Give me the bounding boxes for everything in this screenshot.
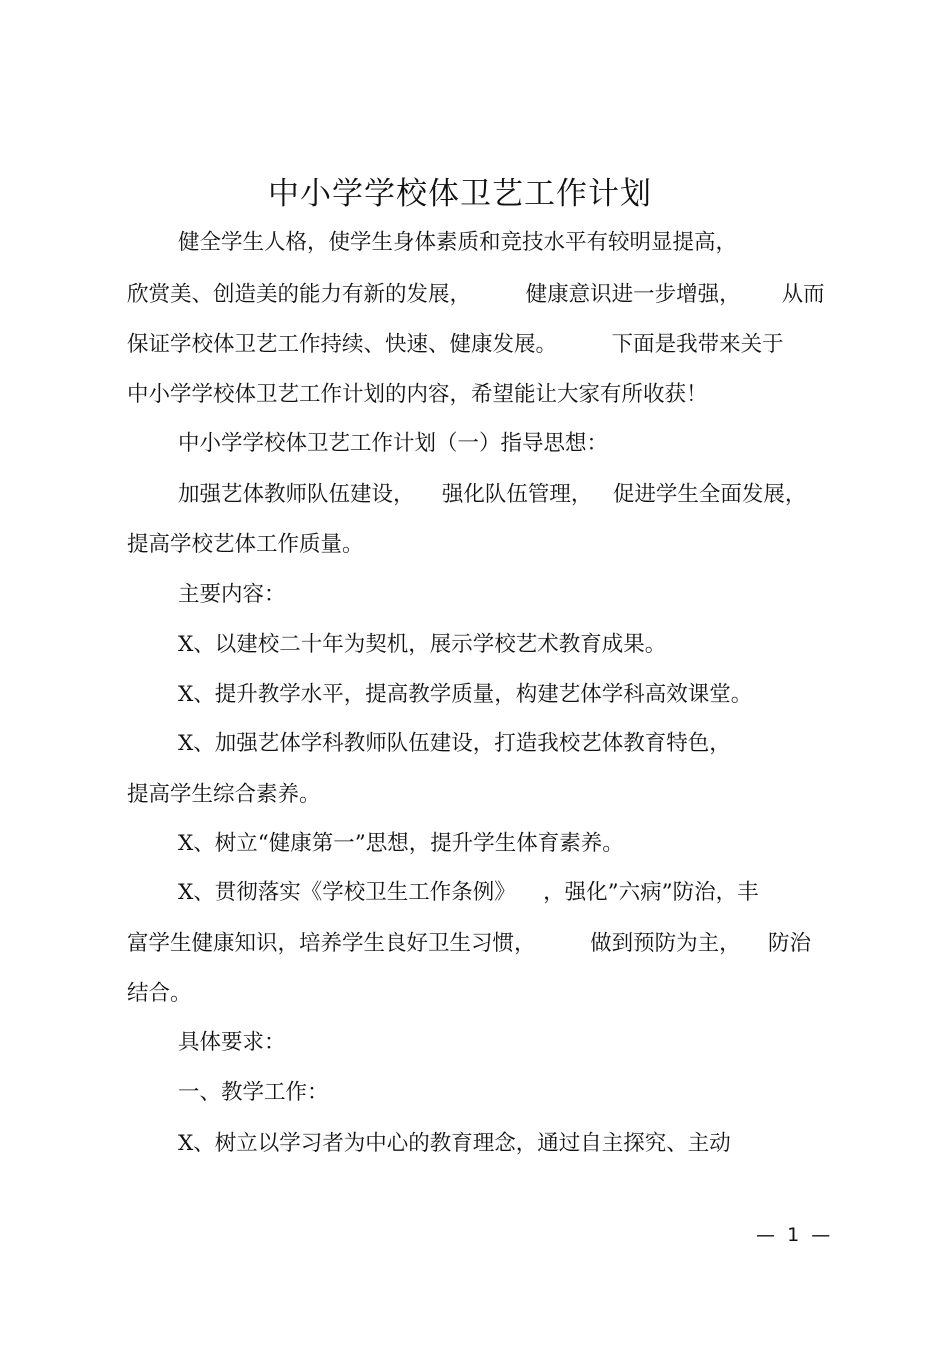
page-number: — 1 — [756, 1224, 831, 1246]
paragraph-line: 中小学学校体卫艺工作计划的内容，希望能让大家有所收获！ [127, 382, 708, 407]
list-item-line: X、树立“健康第一”思想，提升学生体育素养。 [178, 831, 624, 856]
section-heading-line: 具体要求： [178, 1030, 286, 1055]
paragraph-line: 加强艺体教师队伍建设， 强化队伍管理， 促进学生全面发展， [178, 482, 807, 507]
list-item-line: X、提升教学水平，提高教学质量，构建艺体学科高效课堂。 [178, 682, 753, 707]
paragraph-line: 欣赏美、创造美的能力有新的发展， 健康意识进一步增强， 从而 [127, 282, 825, 307]
section-heading-line: 主要内容： [178, 582, 286, 607]
list-item-line: X、加强艺体学科教师队伍建设，打造我校艺体教育特色， [178, 731, 731, 756]
section-heading-line: 一、教学工作： [178, 1080, 329, 1105]
paragraph-line: 提高学校艺体工作质量。 [127, 532, 364, 557]
list-item-line: X、树立以学习者为中心的教育理念，通过自主探究、主动 [178, 1131, 731, 1156]
paragraph-line: 健全学生人格，使学生身体素质和竞技水平有较明显提高， [178, 230, 738, 255]
list-item-continuation: 提高学生综合素养。 [127, 782, 321, 807]
list-item-continuation: 结合。 [127, 981, 192, 1006]
section-heading-line: 中小学学校体卫艺工作计划（一）指导思想： [178, 431, 609, 456]
list-item-line: X、贯彻落实《学校卫生工作条例》 ，强化”六病”防治，丰 [178, 880, 759, 905]
document-title: 中小学学校体卫艺工作计划 [268, 176, 652, 212]
list-item-line: X、以建校二十年为契机，展示学校艺术教育成果。 [178, 632, 667, 657]
paragraph-line: 保证学校体卫艺工作持续、快速、健康发展。 下面是我带来关于 [127, 332, 784, 357]
list-item-continuation: 富学生健康知识，培养学生良好卫生习惯， 做到预防为主， 防治 [127, 931, 812, 956]
